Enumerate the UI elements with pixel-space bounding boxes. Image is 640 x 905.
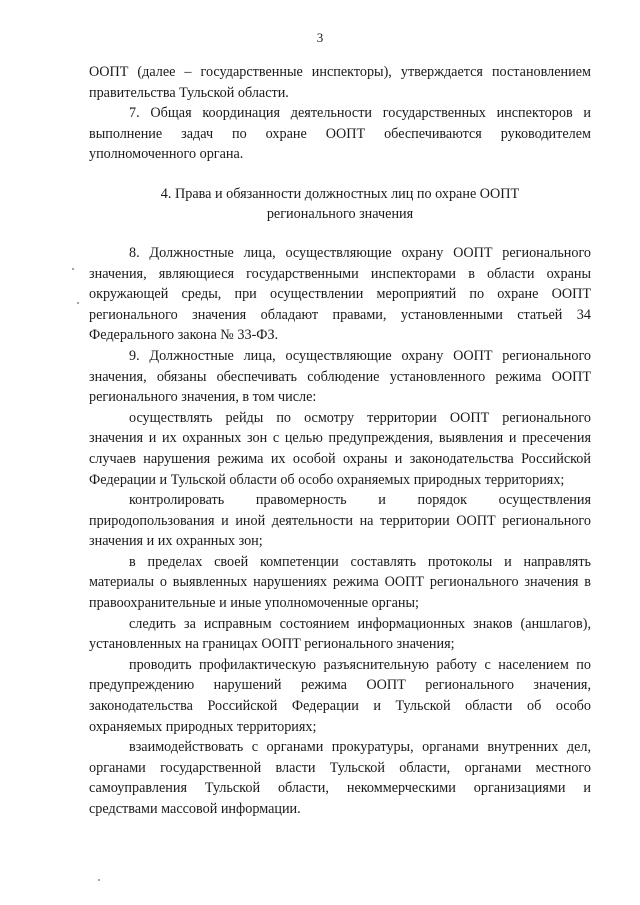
- scan-speck: [77, 302, 79, 304]
- list-item-raids: осуществлять рейды по осмотру территории ООПТ регионального значения и их охранных зон с целью предупреждения, выявления и пресечения случаев нарушения режима их особой охраны и законодательства Российской Федерации и Тульской области об особо охраняемых природных территориях;: [89, 409, 591, 488]
- scan-speck: [98, 879, 100, 881]
- section-heading: [89, 184, 591, 224]
- list-item-cooperation: взаимодействовать с органами прокуратуры, органами внутренних дел, органами государственной власти Тульской области, органами местного самоуправления Тульской области, некоммерческими организациями и средствами массовой информации.: [89, 739, 591, 817]
- document-body: [89, 62, 591, 820]
- list-item-prevention: проводить профилактическую разъяснительную работу с населением по предупреждению нарушений режима ООПТ регионального значения, законодательства Российской Федерации и Тульской области об особо охраняемых природных территориях;: [89, 656, 591, 735]
- section-heading-line-1: 4. Права и обязанности должностных лиц по охране ООПТ: [160, 185, 520, 202]
- paragraph-continuation: ООПТ (далее – государственные инспекторы), утверждается постановлением правительства Тульской области.: [89, 64, 591, 101]
- page-number: 3: [316, 30, 324, 45]
- list-item-control: контролировать правомерность и порядок осуществления природопользования и иной деятельности на территории ООПТ регионального значения и их охранных зон;: [89, 492, 591, 550]
- paragraph-7: 7. Общая координация деятельности государственных инспекторов и выполнение задач по охране ООПТ обеспечиваются руководителем уполномоченного органа.: [89, 105, 591, 163]
- section-heading-line-2: регионального значения: [266, 205, 414, 222]
- scan-speck: [72, 268, 74, 270]
- list-item-signs: следить за исправным состоянием информационных знаков (аншлагов), установленных на границах ООПТ регионального значения;: [89, 615, 591, 653]
- paragraph-8: 8. Должностные лица, осуществляющие охрану ООПТ регионального значения, являющиеся государственными инспекторами в области охраны окружающей среды, при осуществлении мероприятий по охране ООПТ регионального значения обладают правами, установленными статьей 34 Федерального закона № 33-ФЗ.: [89, 244, 591, 344]
- paragraph-9: 9. Должностные лица, осуществляющие охрану ООПТ регионального значения, обязаны обеспечивать соблюдение установленного режима ООПТ регионального значения, в том числе:: [89, 347, 591, 406]
- list-item-protocols: в пределах своей компетенции составлять протоколы и направлять материалы о выявленных нарушениях режима ООПТ регионального значения в правоохранительные и иные уполномоченные органы;: [89, 553, 591, 612]
